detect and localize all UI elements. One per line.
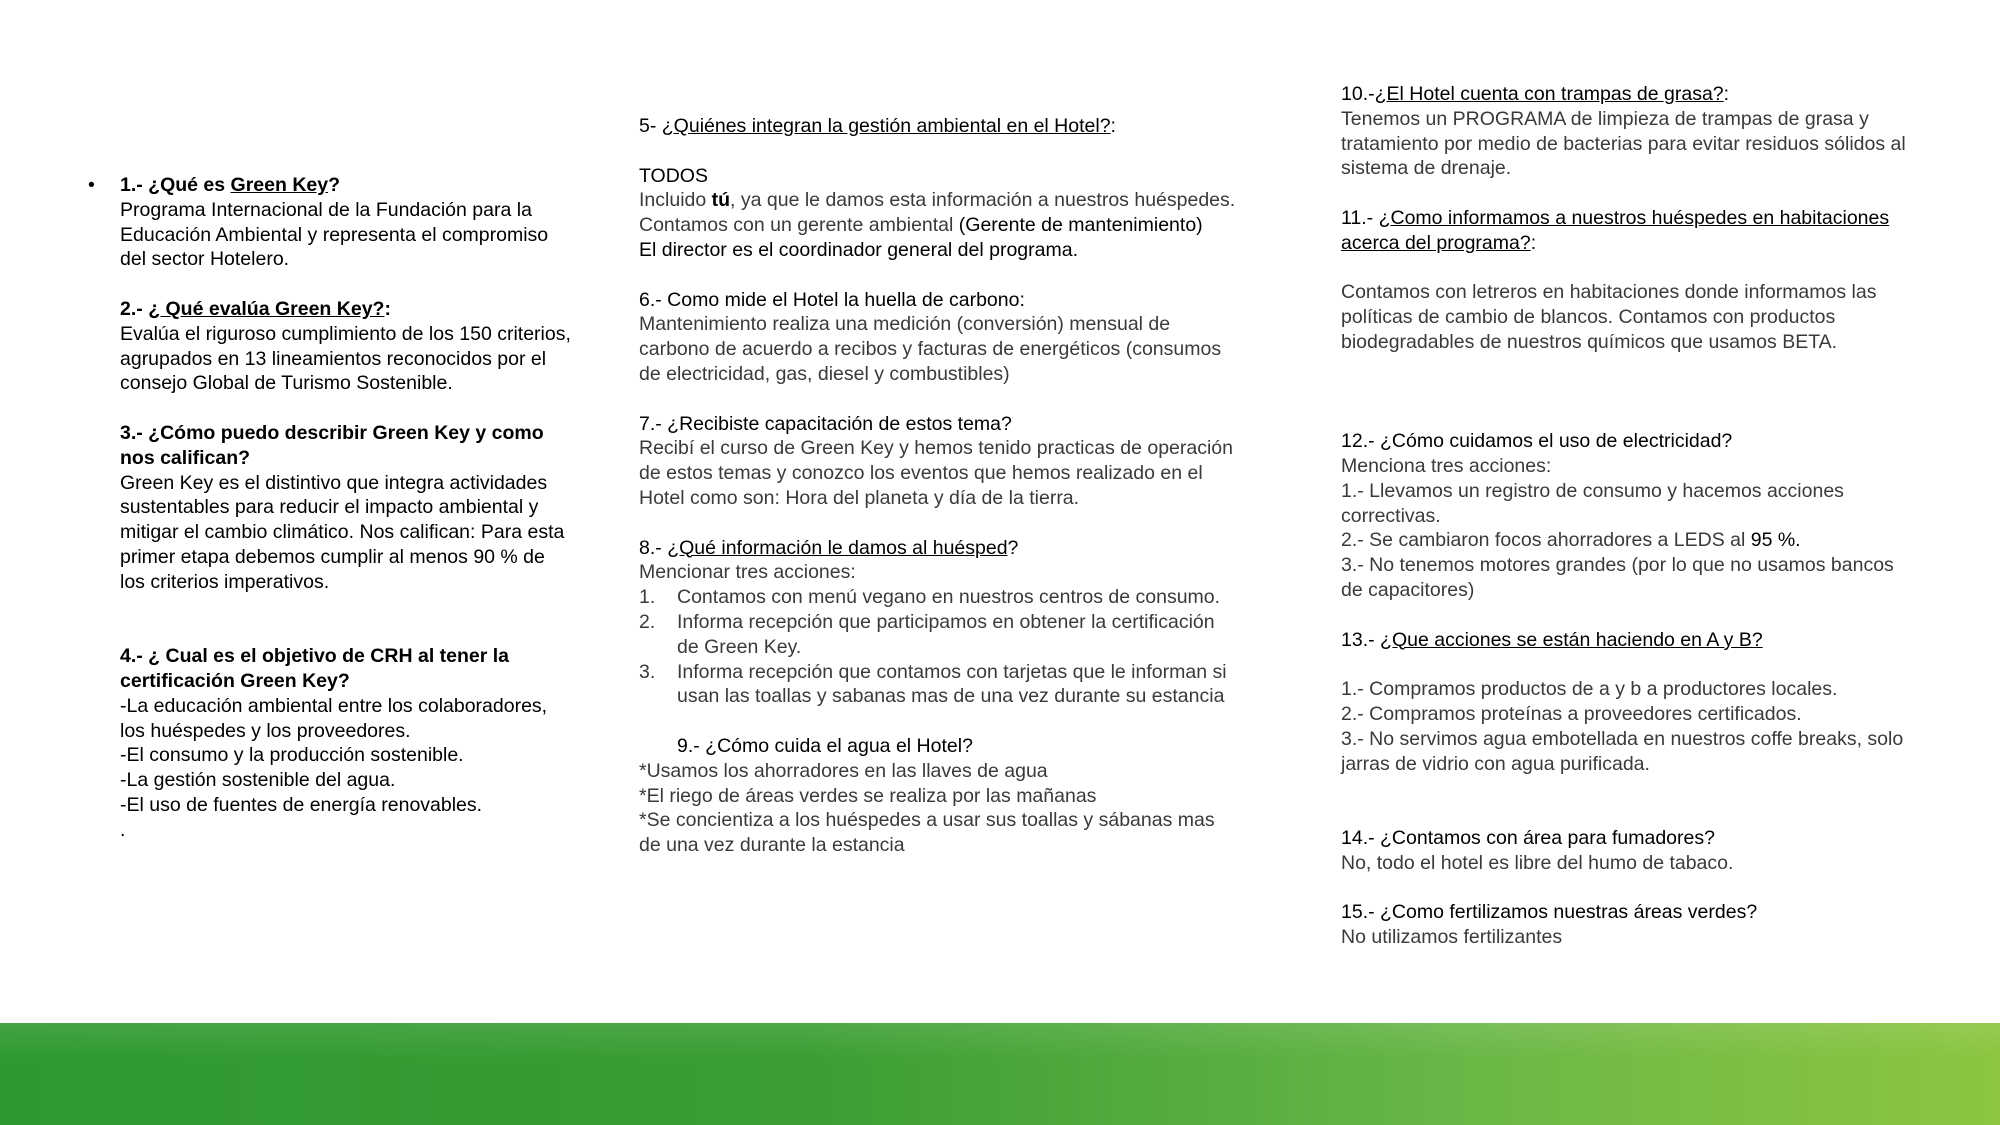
answer-2: Evalúa el riguroso cumplimiento de los 150 criterios, agrupados en 13 lineamientos reconocidos por el consejo Global de Turismo Sostenible. <box>120 322 571 395</box>
green-key-link: Green Key <box>230 174 329 196</box>
question-13: 13.- ¿Que acciones se están haciendo en A y B? <box>1341 628 1763 651</box>
list-item: 2. Informa recepción que participamos en obtener la certificación de Green Key. <box>639 610 1215 658</box>
column-left <box>88 173 575 843</box>
answer-3: Green Key es el distintivo que integra actividades sustentables para reducir el impacto ambiental y mitigar el cambio climático. Nos califican: Para esta primer etapa debemos cumplir al menos 90 % de los criterios imperativos. <box>120 471 565 593</box>
question-9: 9.- ¿Cómo cuida el agua el Hotel? <box>677 734 973 757</box>
column-right <box>1341 82 1916 950</box>
answer-12-intro: Menciona tres acciones: <box>1341 454 1552 477</box>
answer-13-line: 3.- No servimos agua embotellada en nuestros coffe breaks, solo jarras de vidrio con agua purificada. <box>1341 727 1904 775</box>
question-14: 14.- ¿Contamos con área para fumadores? <box>1341 826 1715 849</box>
answer-15: No utilizamos fertilizantes <box>1341 926 1563 949</box>
answer-7: Recibí el curso de Green Key y hemos tenido practicas de operación de estos temas y conozco los eventos que hemos realizado en el Hotel como son: Hora del planeta y día de la tierra. <box>639 437 1233 509</box>
question-11: 11.- ¿Como informamos a nuestros huéspedes en habitaciones acerca del programa?: <box>1341 206 1890 254</box>
answer-9-line: *Se concientiza a los huéspedes a usar sus toallas y sábanas mas de una vez durante la estancia <box>639 809 1215 857</box>
answer-10: Tenemos un PROGRAMA de limpieza de trampas de grasa y tratamiento por medio de bacterias para evitar residuos sólidos al sistema de drenaje. <box>1341 107 1906 180</box>
list-item: 3. Informa recepción que contamos con tarjetas que le informan si usan las toallas y sabanas mas de una vez durante su estancia <box>639 660 1227 708</box>
answer-13-line: 2.- Compramos proteínas a proveedores certificados. <box>1341 702 1802 725</box>
answer-12-line: 2.- Se cambiaron focos ahorradores a LEDS al 95 %. <box>1341 529 1801 552</box>
answer-5-todos: TODOS <box>639 164 708 187</box>
list-item: 1. Contamos con menú vegano en nuestros centros de consumo. <box>639 586 1221 609</box>
bullet: • <box>88 174 95 196</box>
answer-12-line: 3.- No tenemos motores grandes (por lo que no usamos bancos de capacitores) <box>1341 554 1894 601</box>
question-15: 15.- ¿Como fertilizamos nuestras áreas verdes? <box>1341 901 1758 924</box>
question-7: 7.- ¿Recibiste capacitación de estos tema? <box>639 412 1012 435</box>
question-10: 10.-¿El Hotel cuenta con trampas de grasa?: <box>1341 83 1730 105</box>
answer-9-line: *Usamos los ahorradores en las llaves de agua <box>639 759 1048 782</box>
answer-5-line: Incluido tú, ya que le damos esta información a nuestros huéspedes. <box>639 189 1236 212</box>
answer-4-line: -El uso de fuentes de energía renovables. <box>120 793 483 816</box>
answer-4-line: . <box>120 818 126 841</box>
answer-14: No, todo el hotel es libre del humo de tabaco. <box>1341 851 1734 874</box>
answer-13-line: 1.- Compramos productos de a y b a productores locales. <box>1341 678 1838 701</box>
answer-5-line: El director es el coordinador general del programa. <box>639 238 1078 261</box>
question-2: 2.- ¿ Qué evalúa Green Key?: <box>120 297 391 320</box>
question-8: 8.- ¿Qué información le damos al huésped? <box>639 536 1019 559</box>
answer-8-intro: Mencionar tres acciones: <box>639 561 856 584</box>
answer-12-line: 1.- Llevamos un registro de consumo y hacemos acciones correctivas. <box>1341 479 1844 527</box>
green-footer-bar <box>0 1023 2000 1125</box>
column-middle <box>639 114 1239 858</box>
answer-6: Mantenimiento realiza una medición (conversión) mensual de carbono de acuerdo a recibos y facturas de energéticos (consumos de electricidad, gas, diesel y combustibles) <box>639 313 1222 385</box>
question-1: 1.- ¿Qué es Green Key? <box>120 174 341 196</box>
question-5: 5- ¿Quiénes integran la gestión ambiental en el Hotel?: <box>639 115 1116 137</box>
answer-9-line: *El riego de áreas verdes se realiza por las mañanas <box>639 784 1097 807</box>
answer-4-line: -La educación ambiental entre los colaboradores, los huéspedes y los proveedores. <box>120 694 548 742</box>
answer-11: Contamos con letreros en habitaciones donde informamos las políticas de cambio de blancos. Contamos con productos biodegradables de nuestros químicos que usamos BETA. <box>1341 281 1877 353</box>
question-3: 3.- ¿Cómo puedo describir Green Key y como nos califican? <box>120 421 544 469</box>
answer-4-line: -La gestión sostenible del agua. <box>120 769 396 792</box>
answer-8-list <box>639 585 1239 709</box>
answer-5-line: Contamos con un gerente ambiental (Gerente de mantenimiento) <box>639 214 1203 237</box>
question-6: 6.- Como mide el Hotel la huella de carbono: <box>639 288 1025 311</box>
answer-4-line: -El consumo y la producción sostenible. <box>120 744 464 767</box>
question-12: 12.- ¿Cómo cuidamos el uso de electricidad? <box>1341 430 1733 453</box>
question-4: 4.- ¿ Cual es el objetivo de CRH al tener la certificación Green Key? <box>120 645 510 692</box>
answer-1: Programa Internacional de la Fundación para la Educación Ambiental y representa el compromiso del sector Hotelero. <box>120 198 549 271</box>
